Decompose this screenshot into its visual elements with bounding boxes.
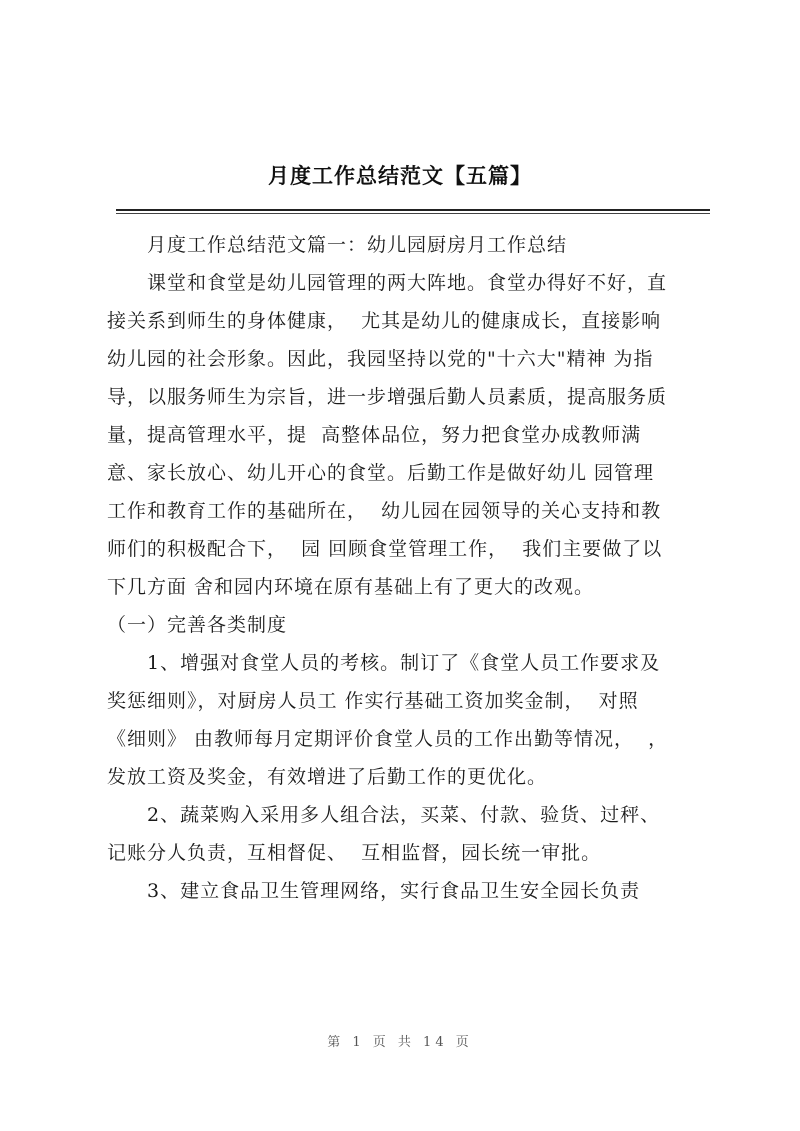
paragraph-line: 意、家长放心、幼儿开心的食堂。后勤工作是做好幼儿 园管理	[107, 462, 655, 484]
page-footer: 第 1 页 共 14 页	[327, 1035, 473, 1050]
section-heading: 月度工作总结范文篇一：幼儿园厨房月工作总结	[147, 234, 568, 256]
paragraph-line: 发放工资及奖金，有效增进了后勤工作的更优化。	[107, 766, 548, 788]
paragraph-line: 3、建立食品卫生管理网络，实行食品卫生安全园长负责	[147, 880, 641, 902]
paragraph-line: 导，以服务师生为宗旨，进一步增强后勤人员素质，提高服务质	[107, 386, 668, 408]
paragraph-line: 2、蔬菜购入采用多人组合法，买菜、付款、验货、过秤、	[147, 804, 661, 826]
paragraph-line: 记账分人负责，互相督促、 互相监督，园长统一审批。	[107, 842, 602, 864]
paragraph-line: 课堂和食堂是幼儿园管理的两大阵地。食堂办得好不好，直	[147, 272, 668, 294]
title-rule	[116, 209, 710, 211]
paragraph-line: 下几方面 舍和园内环境在原有基础上有了更大的改观。	[107, 576, 595, 598]
document-body	[107, 226, 707, 910]
paragraph-line: 工作和教育工作的基础所在， 幼儿园在园领导的关心支持和教	[107, 500, 662, 522]
paragraph-line: 《细则》 由教师每月定期评价食堂人员的工作出勤等情况， ，	[107, 728, 669, 750]
paragraph-line: 接关系到师生的身体健康， 尤其是幼儿的健康成长，直接影响	[107, 310, 662, 332]
paragraph-line: 1、增强对食堂人员的考核。制订了《食堂人员工作要求及	[147, 652, 661, 674]
paragraph-line: 幼儿园的社会形象。因此，我园坚持以党的"十六大"精神 为指	[107, 348, 654, 370]
document-title: 月度工作总结范文【五篇】	[268, 164, 532, 188]
paragraph-line: 师们的积极配合下， 园 回顾食堂管理工作， 我们主要做了以	[107, 538, 663, 560]
title-rule-thin	[116, 213, 710, 214]
paragraph-line: 量，提高管理水平，提 高整体品位，努力把食堂办成教师满	[107, 424, 642, 446]
paragraph-line: 奖惩细则》，对厨房人员工 作实行基础工资加奖金制， 对照	[107, 690, 639, 712]
subsection-heading: （一）完善各类制度	[107, 614, 288, 636]
